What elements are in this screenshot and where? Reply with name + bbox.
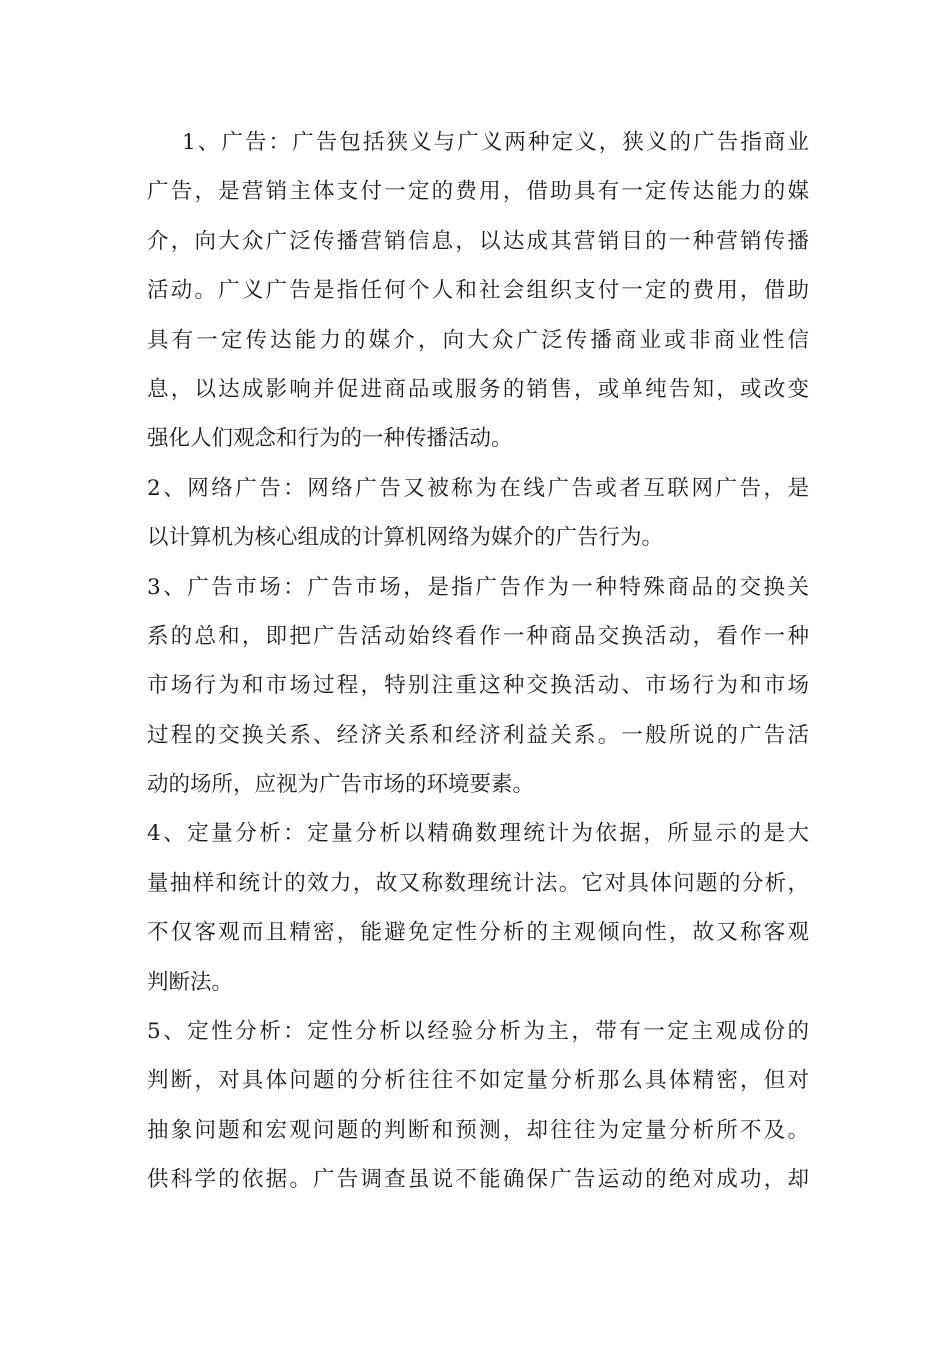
paragraph-advertising-market [147,563,809,810]
text-line: 1、广告：广告包括狭义与广义两种定义，狭义的广告指商业 [182,130,809,155]
text-line: 强化人们观念和行为的一种传播活动。 [147,426,513,452]
text-line: 判断，对具体问题的分析往往不如定量分析那么具体精密，但对 [147,1068,809,1094]
text-line: 判断法。 [147,969,234,995]
paragraph-advertising-definition [147,118,809,464]
text-line: 5、定性分析：定性分析以经验分析为主，带有一定主观成份的 [147,1019,809,1045]
text-line: 2、网络广告：网络广告又被称为在线广告或者互联网广告，是 [147,475,809,501]
text-line: 4、定量分析：定量分析以精确数理统计为依据，所显示的是大 [147,821,809,847]
text-line: 介，向大众广泛传播营销信息，以达成其营销目的一种营销传播 [147,228,809,254]
text-line: 活动。广义广告是指任何个人和社会组织支付一定的费用，借助 [147,278,809,304]
text-line: 不仅客观而且精密，能避免定性分析的主观倾向性，故又称客观 [147,920,809,946]
text-line: 抽象问题和宏观问题的判断和预测，却往往为定量分析所不及。 [147,1117,809,1143]
text-line: 供科学的依据。广告调查虽说不能确保广告运动的绝对成功，却 [147,1167,809,1193]
text-line: 息，以达成影响并促进商品或服务的销售，或单纯告知，或改变 [147,376,809,402]
text-line: 具有一定传达能力的媒介，向大众广泛传播商业或非商业性信 [147,327,809,353]
text-line: 系的总和，即把广告活动始终看作一种商品交换活动，看作一种 [147,623,809,649]
text-line: 广告，是营销主体支付一定的费用，借助具有一定传达能力的媒 [147,179,809,205]
text-line: 动的场所，应视为广告市场的环境要素。 [147,772,535,798]
text-line: 过程的交换关系、经济关系和经济利益关系。一般所说的广告活 [147,722,809,748]
paragraph-online-advertising [147,464,809,563]
text-line: 3、广告市场：广告市场，是指广告作为一种特殊商品的交换关 [147,574,809,600]
paragraph-qualitative-analysis [147,1007,809,1205]
text-line: 量抽样和统计的效力，故又称数理统计法。它对具体问题的分析， [147,870,809,896]
paragraph-quantitative-analysis [147,809,809,1007]
document-body [147,118,809,1205]
text-line: 以计算机为核心组成的计算机网络为媒介的广告行为。 [147,525,664,551]
text-line: 市场行为和市场过程，特别注重这种交换活动、市场行为和市场 [147,673,809,699]
